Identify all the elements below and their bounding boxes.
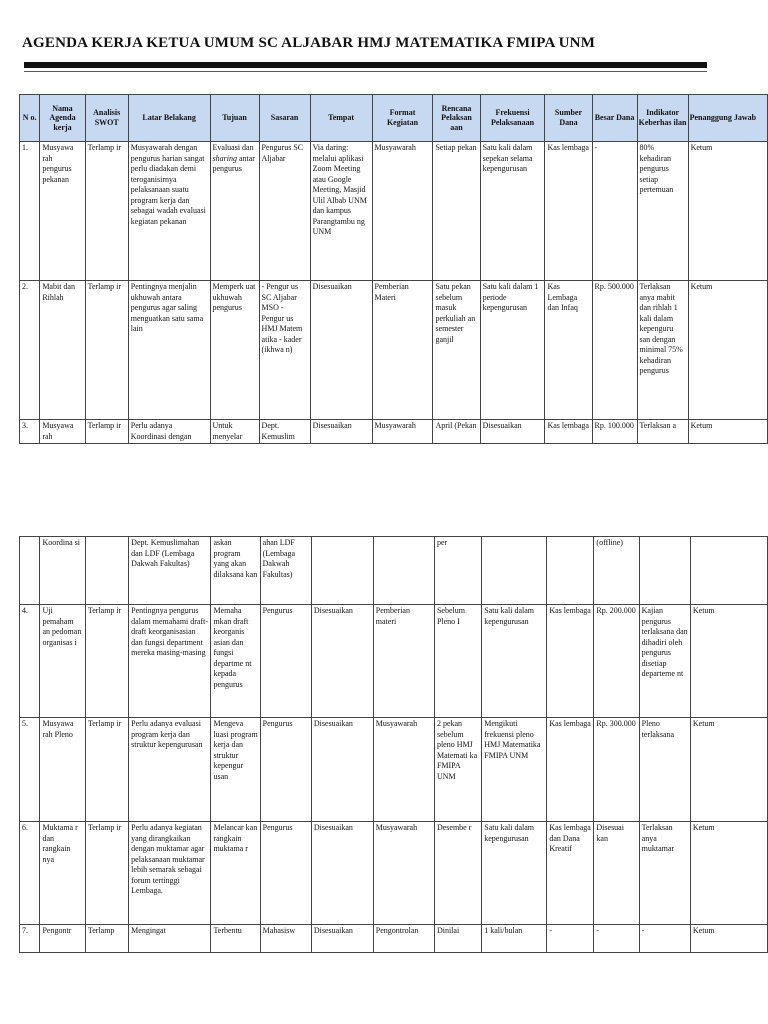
cell-rencana: Satu pekan sebelum masuk perkuliah an semester ganjil bbox=[433, 281, 480, 420]
table-row bbox=[20, 605, 768, 718]
cell-besar-dana: Disesuai kan bbox=[594, 822, 639, 925]
cell-format: Musyawarah bbox=[372, 420, 433, 444]
header-penanggung-jawab: Penanggung Jawab bbox=[688, 95, 767, 142]
cell-sumber-dana: Kas lembaga bbox=[545, 420, 592, 444]
cell-frekuensi: Satu kali dalam 1 periode kepengurusan bbox=[480, 281, 545, 420]
cell-swot bbox=[85, 537, 128, 605]
header-format-kegiatan: Format Kegiatan bbox=[372, 95, 433, 142]
table-row bbox=[20, 925, 768, 953]
cell-indikator: Terlaksan a bbox=[637, 420, 688, 444]
header-latar-belakang: Latar Belakang bbox=[128, 95, 210, 142]
cell-indikator bbox=[639, 537, 690, 605]
cell-tempat: Disesuaikan bbox=[311, 605, 373, 718]
cell-sasaran: Pengurus SC Aljabar bbox=[259, 142, 310, 281]
cell-nama-agenda: Koordina si bbox=[40, 537, 85, 605]
cell-format: Musyawarah bbox=[373, 718, 434, 822]
cell-latar-belakang: Dept. Kemuslimahan dan LDF (Lembaga Dakwah Fakultas) bbox=[129, 537, 211, 605]
cell-sumber-dana: Kas lembaga bbox=[547, 718, 594, 822]
cell-indikator: 80% kehadiran pengurus setiap pertemuan bbox=[637, 142, 688, 281]
agenda-table-page-1 bbox=[19, 94, 768, 444]
cell-besar-dana: - bbox=[594, 925, 639, 953]
header-indikator: Indikator Keberhas ilan bbox=[637, 95, 688, 142]
cell-no: 2. bbox=[20, 281, 40, 420]
cell-swot: Terlamp ir bbox=[85, 822, 128, 925]
cell-latar-belakang: Mengingat bbox=[129, 925, 211, 953]
cell-penanggung-jawab: Ketum bbox=[688, 142, 767, 281]
table-header-row bbox=[20, 95, 768, 142]
cell-tempat: Disesuaikan bbox=[310, 281, 372, 420]
header-tujuan: Tujuan bbox=[210, 95, 259, 142]
cell-besar-dana: Rp. 100.000 bbox=[592, 420, 637, 444]
cell-nama-agenda: Musyawa rah bbox=[40, 420, 85, 444]
cell-sasaran: Pengurus bbox=[260, 822, 311, 925]
cell-no: 3. bbox=[20, 420, 40, 444]
cell-nama-agenda: Muktama r dan rangkain nya bbox=[40, 822, 85, 925]
cell-tujuan: askan program yang akan dilaksana kan bbox=[211, 537, 260, 605]
cell-sasaran: Mahasisw bbox=[260, 925, 311, 953]
cell-rencana: per bbox=[434, 537, 481, 605]
cell-sumber-dana: Kas Lembaga dan Infaq bbox=[545, 281, 592, 420]
cell-format bbox=[373, 537, 434, 605]
cell-tempat: Disesuaikan bbox=[311, 718, 373, 822]
cell-penanggung-jawab bbox=[690, 537, 767, 605]
document-title: AGENDA KERJA KETUA UMUM SC ALJABAR HMJ MATEMATIKA FMIPA UNM bbox=[22, 35, 596, 51]
cell-no: 1. bbox=[20, 142, 40, 281]
cell-tempat: Disesuaikan bbox=[311, 925, 373, 953]
cell-indikator: - bbox=[639, 925, 690, 953]
cell-penanggung-jawab: Ketum bbox=[688, 420, 767, 444]
table-row bbox=[20, 718, 768, 822]
cell-latar-belakang: Perlu adanya kegiatan yang dirangkaikan dengan muktamar agar pelaksanaan muktamar lebih semarak sebagai forum tertinggi Lembaga. bbox=[129, 822, 211, 925]
cell-penanggung-jawab: Ketum bbox=[690, 822, 767, 925]
cell-swot: Terlamp ir bbox=[85, 281, 128, 420]
table-row bbox=[20, 142, 768, 281]
cell-nama-agenda: Mabit dan Rihlah bbox=[40, 281, 85, 420]
cell-sumber-dana: Kas lembaga bbox=[545, 142, 592, 281]
table-row bbox=[20, 822, 768, 925]
cell-frekuensi: 1 kali/bulan bbox=[482, 925, 547, 953]
header-frekuensi: Frekuensi Pelaksanaan bbox=[480, 95, 545, 142]
cell-rencana: 2 pekan sebelum pleno HMJ Matemati ka FMIPA UNM bbox=[434, 718, 481, 822]
cell-tujuan: Terbentu bbox=[211, 925, 260, 953]
cell-indikator: Terlaksan anya muktamar bbox=[639, 822, 690, 925]
cell-frekuensi: Satu kali dalam kepengurusan bbox=[482, 605, 547, 718]
cell-sasaran: Dept. Kemuslim bbox=[259, 420, 310, 444]
cell-latar-belakang: Perlu adanya evaluasi program kerja dan struktur kepengurusan bbox=[129, 718, 211, 822]
cell-swot: Terlamp ir bbox=[85, 420, 128, 444]
cell-penanggung-jawab: Ketum bbox=[688, 281, 767, 420]
cell-nama-agenda: Pengontr bbox=[40, 925, 85, 953]
cell-besar-dana: Rp. 200.000 bbox=[594, 605, 639, 718]
cell-swot: Terlamp ir bbox=[85, 142, 128, 281]
cell-rencana: Setiap pekan bbox=[433, 142, 480, 281]
table-row bbox=[20, 537, 768, 605]
cell-penanggung-jawab: Ketum bbox=[690, 925, 767, 953]
cell-no: 7. bbox=[20, 925, 40, 953]
cell-penanggung-jawab: Ketum bbox=[690, 718, 767, 822]
cell-nama-agenda: Uji pemaham an pedoman organisas i bbox=[40, 605, 85, 718]
cell-frekuensi bbox=[482, 537, 547, 605]
cell-no bbox=[20, 537, 40, 605]
cell-frekuensi: Satu kali dalam sepekan selama kepengurusan bbox=[480, 142, 545, 281]
cell-sumber-dana: Kas lembaga bbox=[547, 605, 594, 718]
cell-rencana: Sebelum Pleno I bbox=[434, 605, 481, 718]
cell-besar-dana: - bbox=[592, 142, 637, 281]
header-rencana-pelaksanaan: Rencana Pelaksan aan bbox=[433, 95, 480, 142]
cell-latar-belakang: Pentingnya menjalin ukhuwah antara pengurus agar saling menguatkan satu sama lain bbox=[128, 281, 210, 420]
cell-rencana: April (Pekan bbox=[433, 420, 480, 444]
cell-swot: Terlamp ir bbox=[85, 718, 128, 822]
cell-no: 5. bbox=[20, 718, 40, 822]
cell-format: Pengontrolan bbox=[373, 925, 434, 953]
cell-sumber-dana: - bbox=[547, 925, 594, 953]
cell-tujuan: Melancar kan rangkain muktama r bbox=[211, 822, 260, 925]
cell-tempat: Via daring: melalui aplikasi Zoom Meeting atau Google Meeting, Masjid Ulil Albab UNM dan kampus Parangtambu ng UNM bbox=[310, 142, 372, 281]
cell-no: 6. bbox=[20, 822, 40, 925]
cell-indikator: Kajian pengurus terlaksana dan dihadiri oleh pengurus disetiap departeme nt bbox=[639, 605, 690, 718]
cell-sumber-dana: Kas lembaga dan Dana Kreatif bbox=[547, 822, 594, 925]
agenda-table-page-2 bbox=[19, 536, 768, 953]
cell-swot: Terlamp ir bbox=[85, 605, 128, 718]
cell-latar-belakang: Perlu adanya Koordinasi dengan bbox=[128, 420, 210, 444]
header-tempat: Tempat bbox=[310, 95, 372, 142]
cell-sasaran: Pengurus bbox=[260, 605, 311, 718]
cell-sasaran: - Pengur us SC Aljabar MSO - Pengur us HMJ Matem atika - kader (ikhwa n) bbox=[259, 281, 310, 420]
cell-sasaran: Pengurus bbox=[260, 718, 311, 822]
header-sumber-dana: Sumber Dana bbox=[545, 95, 592, 142]
header-no: N o. bbox=[20, 95, 40, 142]
cell-besar-dana: Rp. 500.000 bbox=[592, 281, 637, 420]
header-analisis-swot: Analisis SWOT bbox=[85, 95, 128, 142]
cell-tempat bbox=[311, 537, 373, 605]
cell-nama-agenda: Musyawa rah pengurus pekanan bbox=[40, 142, 85, 281]
cell-tempat: Disesuaikan bbox=[310, 420, 372, 444]
header-besar-dana: Besar Dana bbox=[592, 95, 637, 142]
cell-tujuan: Untuk menyelar bbox=[210, 420, 259, 444]
cell-tujuan: Memperk uat ukhuwah pengurus bbox=[210, 281, 259, 420]
cell-swot: Terlamp bbox=[85, 925, 128, 953]
table-row bbox=[20, 281, 768, 420]
cell-nama-agenda: Musyawa rah Pleno bbox=[40, 718, 85, 822]
cell-no: 4. bbox=[20, 605, 40, 718]
cell-rencana: Desembe r bbox=[434, 822, 481, 925]
cell-tujuan: Evaluasi dan sharing antar pengurus bbox=[210, 142, 259, 281]
cell-frekuensi: Satu kali dalam kepengurusan bbox=[482, 822, 547, 925]
cell-latar-belakang: Pentingnya pengurus dalam memahami draft-draft keorganisasian dan fungsi department mereka masing-masing bbox=[129, 605, 211, 718]
title-rule bbox=[24, 62, 707, 68]
cell-latar-belakang: Musyawarah dengan pengurus harian sangat perlu diadakan demi teroganisirnya pelaksanaan suatu program kerja dan sebagai wadah evaluasi kegiatan pekanan bbox=[128, 142, 210, 281]
cell-tujuan: Mengeva luasi program kerja dan struktur kepengur usan bbox=[211, 718, 260, 822]
sharing-word: sharing bbox=[212, 153, 237, 163]
cell-sasaran: ahan LDF (Lembaga Dakwah Fakultas) bbox=[260, 537, 311, 605]
cell-format: Musyawarah bbox=[373, 822, 434, 925]
cell-frekuensi: Mengikuti frekuensi pleno HMJ Matematika FMIPA UNM bbox=[482, 718, 547, 822]
cell-format: Pemberian Materi bbox=[372, 281, 433, 420]
cell-frekuensi: Disesuaikan bbox=[480, 420, 545, 444]
cell-format: Pemberian materi bbox=[373, 605, 434, 718]
cell-format: Musyawarah bbox=[372, 142, 433, 281]
cell-penanggung-jawab: Ketum bbox=[690, 605, 767, 718]
cell-besar-dana: Rp. 300.000 bbox=[594, 718, 639, 822]
cell-tujuan: Memaha mkan draft keorganis asian dan fungsi departme nt kepada pengurus bbox=[211, 605, 260, 718]
cell-rencana: Dinilai bbox=[434, 925, 481, 953]
table-row bbox=[20, 420, 768, 444]
header-nama-agenda: Nama Agenda kerja bbox=[40, 95, 85, 142]
header-sasaran: Sasaran bbox=[259, 95, 310, 142]
cell-tempat: Disesuaikan bbox=[311, 822, 373, 925]
cell-besar-dana: (offline) bbox=[594, 537, 639, 605]
title-rule-thin bbox=[24, 71, 707, 72]
cell-sumber-dana bbox=[547, 537, 594, 605]
cell-indikator: Terlaksan anya mabit dan rihlah 1 kali dalam kepenguru san dengan minimal 75% kehadiran pengurus bbox=[637, 281, 688, 420]
cell-indikator: Pleno terlaksana bbox=[639, 718, 690, 822]
